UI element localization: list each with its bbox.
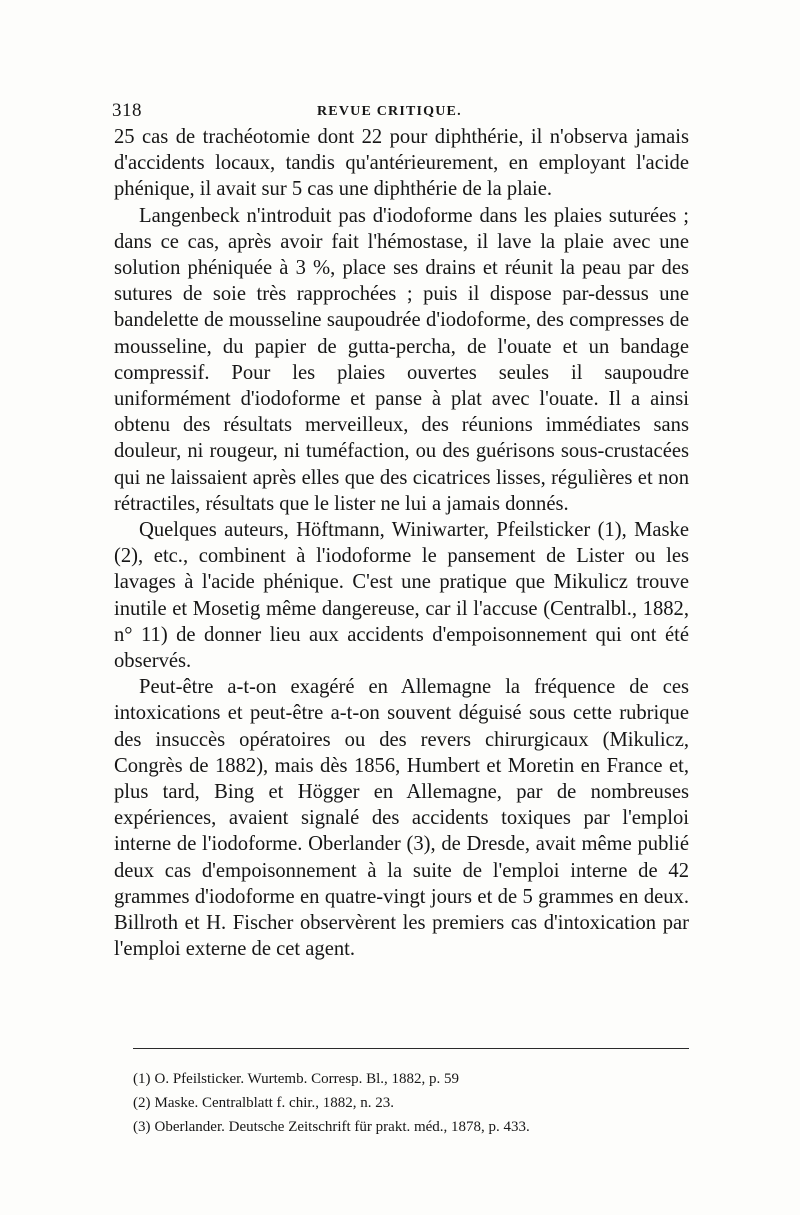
footnote: [133, 1115, 689, 1139]
paragraph: Peut-être a-t-on exagéré en Allemagne la fréquence de ces intoxications et peut-être a-t-on souvent déguisé sous cette rubrique des insuccès opératoires ou des revers chirurgicaux (Mikulicz, Congrès de 1882), mais dès 1856, Humbert et Moretin en France et, plus tard, Bing et Högger en Allemagne, par de nombreuses expériences, avaient signalé des accidents toxiques par l'emploi interne de l'iodoforme. Oberlander (3), de Dresde, avait même publié deux cas d'empoisonnement à la suite de l'emploi interne de 42 grammes d'iodoforme en quatre-vingt jours et de 5 grammes en deux. Billroth et H. Fischer observèrent les premiers cas d'intoxication par l'emploi externe de cet agent.: [114, 676, 689, 961]
footnote: [133, 1091, 689, 1115]
footnote-marker: (1): [133, 1071, 151, 1087]
running-title: REVUE CRITIQUE.: [317, 104, 462, 119]
footnote-text: Oberlander. Deutsche Zeitschrift für prakt. méd., 1878, p. 433.: [154, 1119, 530, 1135]
footnote-marker: (2): [133, 1095, 151, 1111]
footnote: [133, 1067, 689, 1091]
footnote-divider: [133, 1048, 689, 1049]
running-head: [112, 100, 692, 126]
paragraph: Quelques auteurs, Höftmann, Winiwarter, Pfeilsticker (1), Maske (2), etc., combinent à l'iodoforme le pansement de Lister ou les lavages à l'acide phénique. C'est une pratique que Mikulicz trouve inutile et Mosetig même dangereuse, car il l'accuse (Centralbl., 1882, n° 11) de donner lieu aux accidents d'empoisonnement qui ont été observés.: [114, 519, 689, 673]
footnotes: [133, 1067, 689, 1139]
body-text: [114, 124, 689, 963]
paragraph: Langenbeck n'introduit pas d'iodoforme dans les plaies suturées ; dans ce cas, après avoir fait l'hémostase, il lave la plaie avec une solution phéniquée à 3 %, place ses drains et réunit la peau par des sutures de soie très rapprochées ; puis il dispose par-dessus une bandelette de mousseline saupoudrée d'iodoforme, des compresses de mousseline, du papier de gutta-percha, de l'ouate et un bandage compressif. Pour les plaies ouvertes seules il saupoudre uniformément d'iodoforme et panse à plat avec l'ouate. Il a ainsi obtenu des résultats merveilleux, des réunions immédiates sans douleur, ni rougeur, ni tuméfaction, ou des guérisons sous-crustacées qui ne laissaient après elles que des cicatrices lisses, régulières et non rétractiles, résultats que le lister ne lui a jamais donnés.: [114, 204, 689, 515]
page-number: 318: [112, 100, 142, 121]
paragraph: 25 cas de trachéotomie dont 22 pour diphthérie, il n'observa jamais d'accidents locaux, tandis qu'antérieurement, en employant l'acide phénique, il avait sur 5 cas une diphthérie de la plaie.: [114, 126, 689, 201]
footnote-marker: (3): [133, 1119, 151, 1135]
footnote-text: O. Pfeilsticker. Wurtemb. Corresp. Bl., 1882, p. 59: [154, 1071, 460, 1087]
footnote-text: Maske. Centralblatt f. chir., 1882, n. 23.: [154, 1095, 395, 1111]
